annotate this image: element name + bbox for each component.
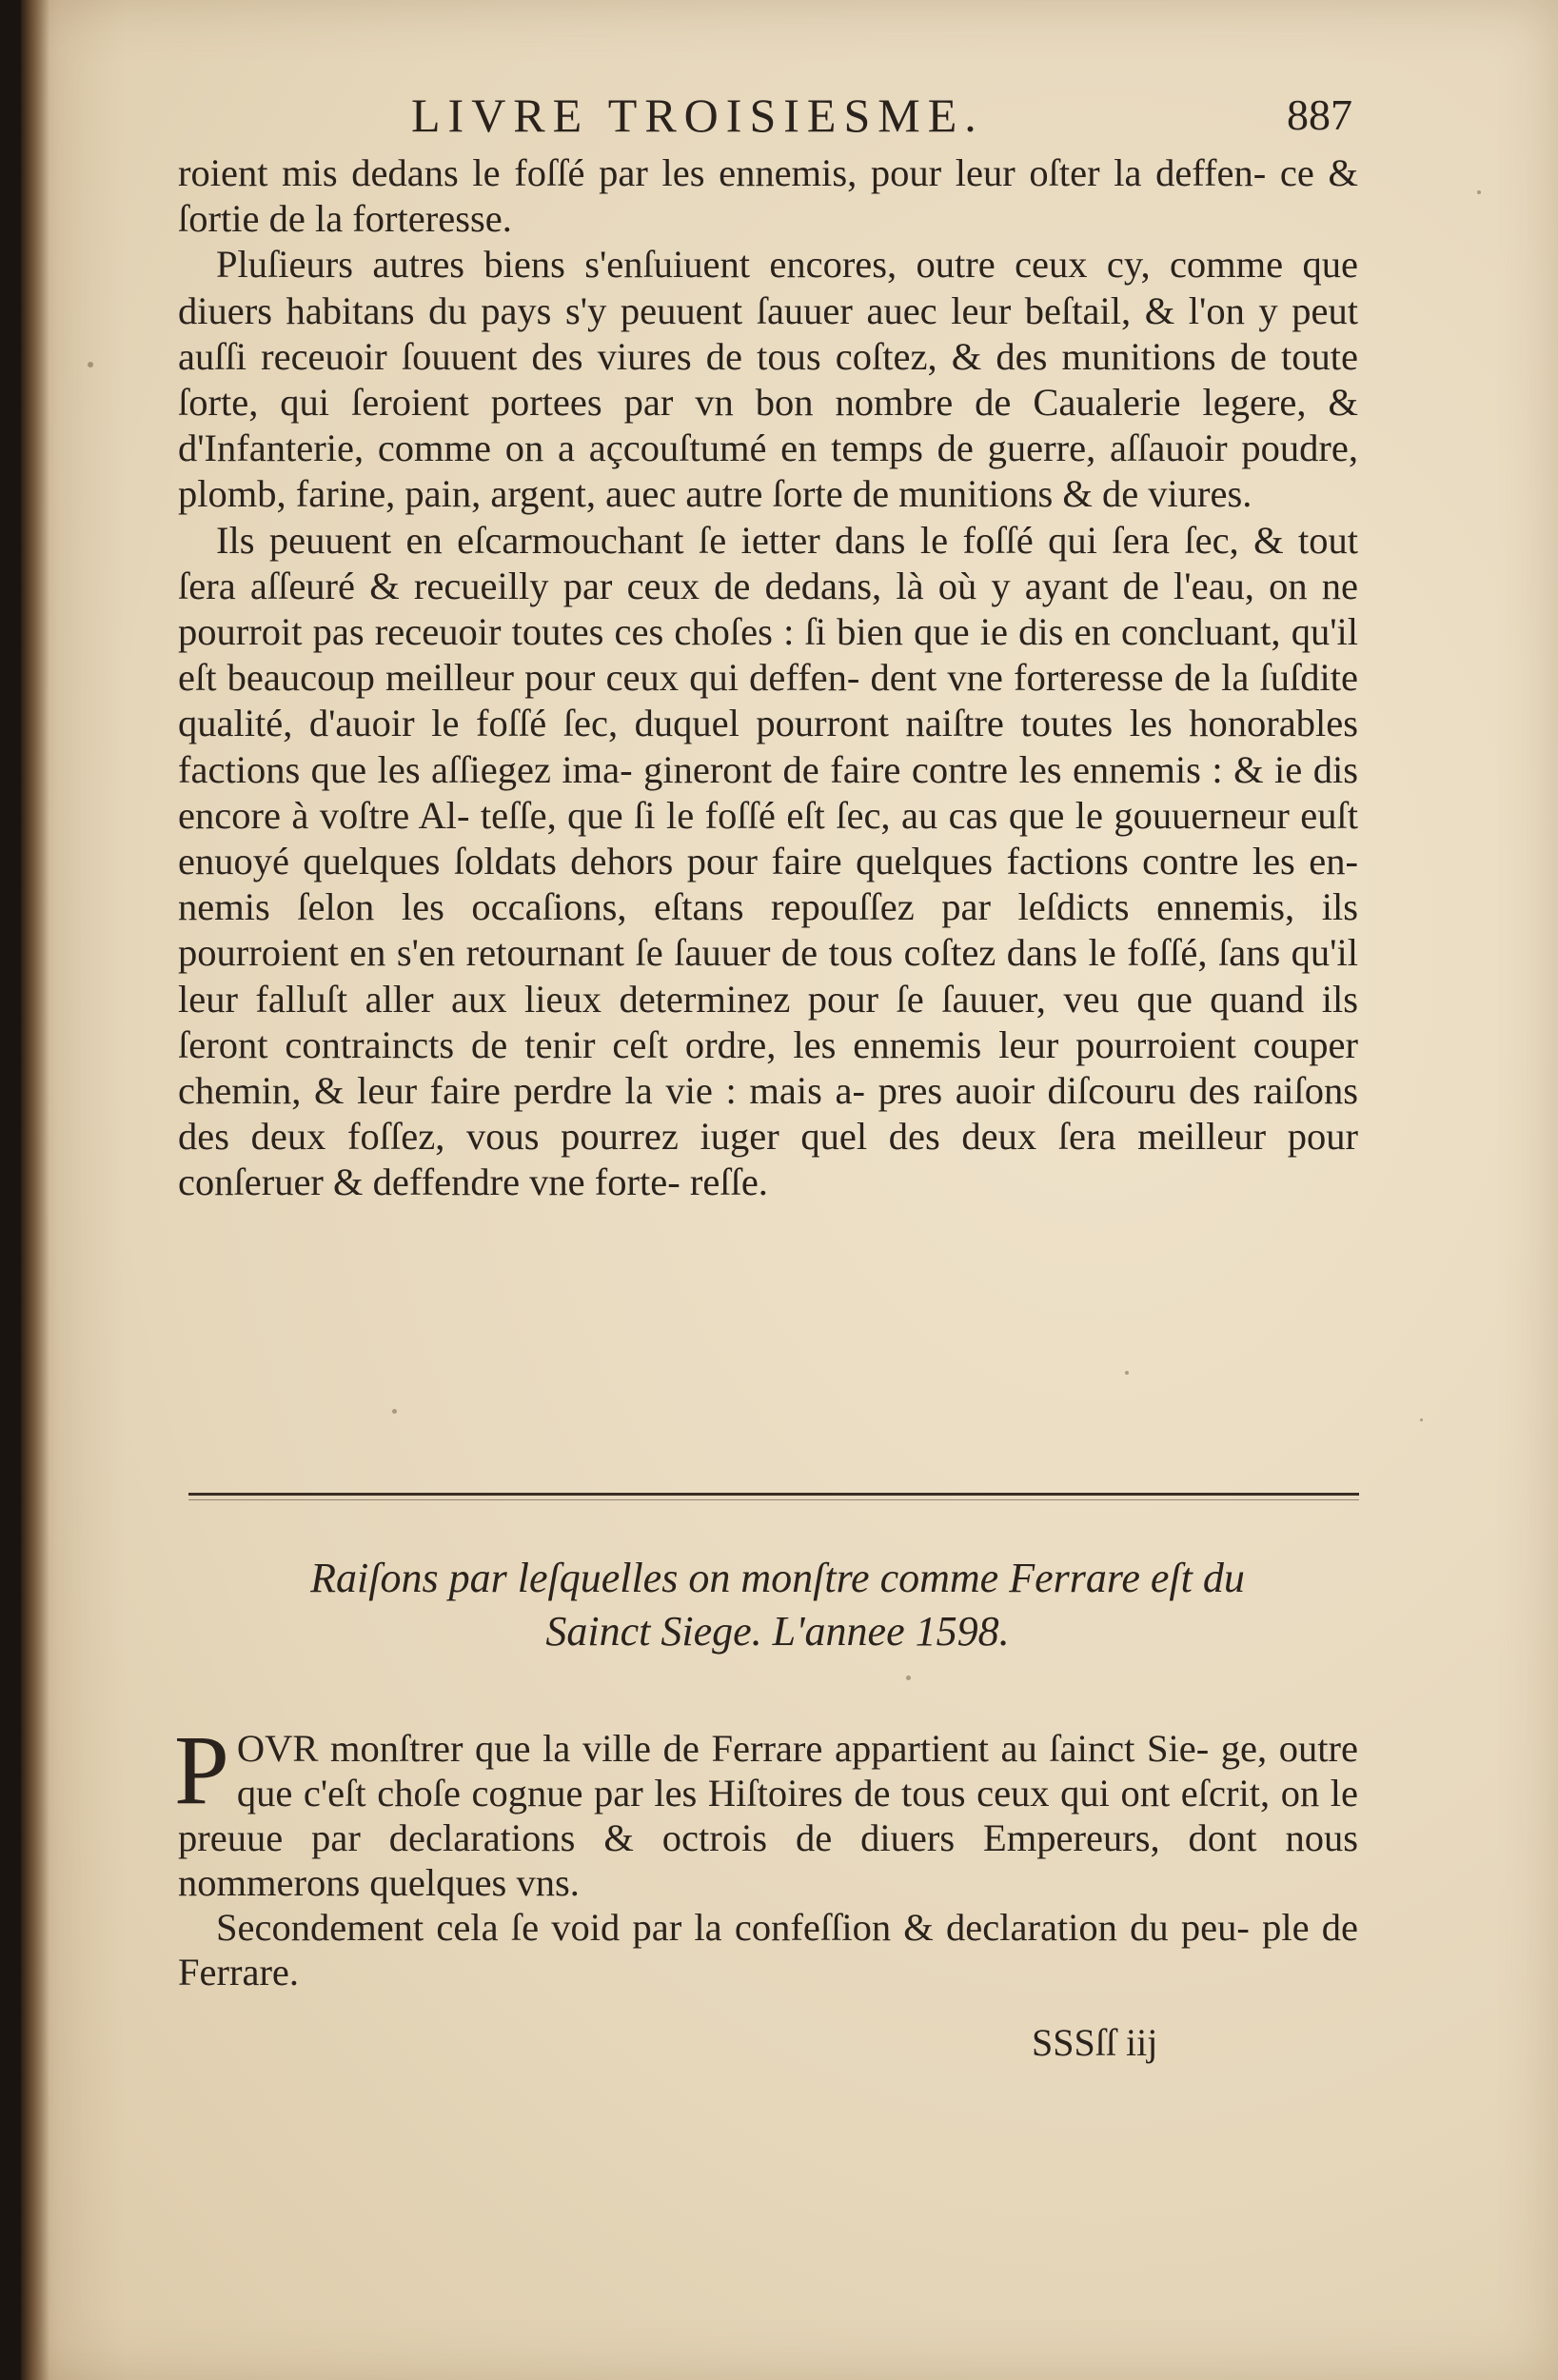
section-heading-line: Sainct Siege. L'annee 1598. (545, 1608, 1010, 1655)
paragraph: Secondement cela ſe void par la confeſſion & declaration du peu- ple de Ferrare. (178, 1906, 1358, 1993)
running-head: LIVRE TROISIESME. (411, 89, 984, 142)
opening-paragraph-text: monſtrer que la ville de Ferrare appartient au ſainct Sie- ge, outre que c'eſt choſe cognue par les Hiſtoires de tous ceux qui ont eſcrit, on le preuue par declarations & octrois de diuers Empereurs, dont nous nommerons quelques vns. (178, 1727, 1358, 1904)
paper-speck (906, 1676, 911, 1680)
section-divider-thin (188, 1499, 1359, 1500)
paper-speck (88, 362, 93, 367)
section-heading (192, 1552, 1363, 1658)
paper-speck (1477, 190, 1481, 194)
section-heading-line: Raiſons par leſquelles on monſtre comme Ferrare eſt du (310, 1555, 1245, 1601)
section-text (174, 1716, 1358, 1994)
paper-speck (1125, 1371, 1129, 1375)
drop-cap: P (174, 1716, 229, 1825)
signature-mark: SSSſſ iij (1032, 2021, 1158, 2064)
book-page (21, 0, 1558, 2380)
section-divider (188, 1493, 1359, 1496)
page-number: 887 (1287, 90, 1352, 139)
opening-paragraph (174, 1716, 1358, 1905)
paper-speck (1420, 1418, 1423, 1421)
page-binding-edge (21, 0, 49, 2380)
paper-speck (392, 1409, 397, 1414)
paragraph: Pluſieurs autres biens s'enſuiuent encores, outre ceux cy, comme que diuers habitans du pays s'y peuuent ſauuer auec leur beſtail, & l'on y peut auſſi receuoir ſouuent des viures de tous coſtez, & des munitions de toute ſorte, qui ſeroient portees par vn bon nombre de Caualerie legere, & d'Infanterie, comme on a açcouſtumé en temps de guerre, aſſauoir poudre, plomb, farine, pain, argent, auec autre ſorte de munitions & de viures. (178, 243, 1358, 516)
lead-small-caps: OVR (236, 1727, 319, 1770)
main-text (178, 150, 1358, 1206)
paragraph: Ils peuuent en eſcarmouchant ſe ietter dans le foſſé qui ſera ſec, & tout ſera aſſeuré & recueilly par ceux de dedans, là où y ayant de l'eau, on ne pourroit pas receuoir toutes ces choſes : ſi bien que ie dis en concluant, qu'il eſt beaucoup meilleur pour ceux qui deffen- dent vne forteresse de la ſuſdite qualité, d'auoir le foſſé ſec, duquel pourront naiſtre toutes les honorables factions que les aſſiegez ima- gineront de faire contre les ennemis : & ie dis encore à voſtre Al- teſſe, que ſi le foſſé eſt ſec, au cas que le gouuerneur euſt enuoyé quelques ſoldats dehors pour faire quelques factions contre les en- nemis ſelon les occaſions, eſtans repouſſez par leſdicts ennemis, ils pourroient en s'en retournant ſe ſauuer de tous coſtez dans le foſſé, ſans qu'il leur falluſt aller aux lieux determinez pour ſe ſauuer, veu que quand ils ſeront contraincts de tenir ceſt ordre, les ennemis leur pourroient couper chemin, & leur faire perdre la vie : mais a- pres auoir diſcouru des raiſons des deux foſſez, vous pourrez iuger quel des deux ſera meilleur pour conſeruer & deffendre vne forte- reſſe. (178, 518, 1358, 1204)
paragraph-continuation: roient mis dedans le foſſé par les ennemis, pour leur oſter la deffen- ce & ſortie de la forteresse. (178, 151, 1358, 241)
